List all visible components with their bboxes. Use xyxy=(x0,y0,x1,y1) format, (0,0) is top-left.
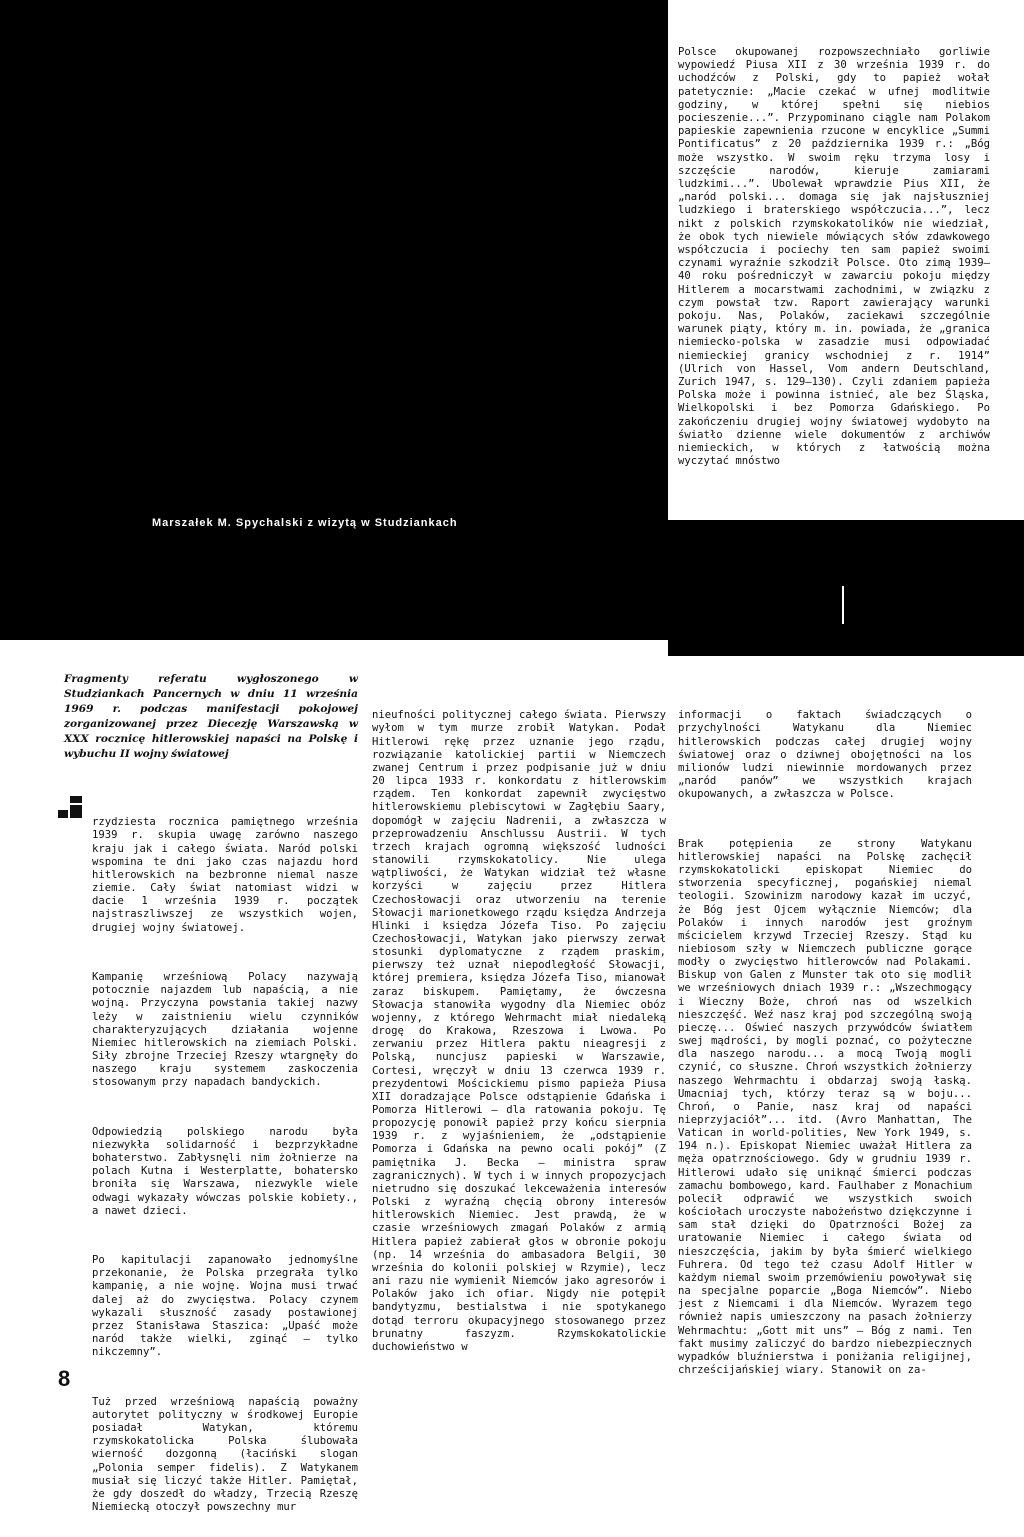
col2-paragraph: nieufności politycznej całego świata. Pierwszy wyłom w tym murze zrobił Watykan. Podał Hitlerowi rękę przez uznanie jego rządu, rozwiązanie katolickiej partii w Niemczech zwanej Centrum i przez podpisanie już w dniu 20 lipca 1933 r. konkordatu z hitlerowskim rządem. Ten konkordat zapewnił zwycięstwo hitlerowskiemu plebiscytowi w Zagłębiu Saary, dopomógł w zajęciu Nadrenii, a zwłaszcza w przeprowadzeniu Anschlussu Austrii. W tych trzech krajach ogromną większość ludności stanowili rzymskokatolicy. Nie ulega wątpliwości, że Watykan widział też własne korzyści w zajęciu przez Hitlera Czechosłowacji oraz utworzeniu na terenie Słowacji marionetkowego rządu księdza Andrzeja Hlinki i księdza Józefa Tiso. Po zajęciu Czechosłowacji, Watykan jako pierwszy zerwał stosunki dyplomatyczne z rządem praskim, pierwszy też uznał niepodległość Słowacji, której premiera, księdza Józefa Tiso, mianował zaraz biskupem. Pamiętamy, że ówczesna Słowacja stanowiła wygodny dla Niemiec obóz wojenny, z którego Wehrmacht miał niedaleką drogę do Krakowa, Rzeszowa i Lwowa. Po zerwaniu przez Hitlera paktu nieagresji z Polską, nuncjusz papieski w Warszawie, Cortesi, wręczył w dniu 13 czerwca 1939 r. prezydentowi Mościckiemu pismo papieża Piusa XII doradzające Polsce odstąpienie Gdańska i Pomorza Hitlerowi — dla ratowania pokoju. Tę propozycję ponowił papież przy końcu sierpnia 1939 r. z wyjaśnieniem, że „odstąpienie Pomorza i Gdańska na pewno ocali pokój” (Z pamiętnika J. Becka — ministra spraw zagranicznych). W tych i w innych propozycjach nietrudno się doszukać lekceważenia interesów Polski z wyraźną chęcią obrony interesów hitlerowskich Niemiec. Jest prawdą, że w czasie wrześniowych zmagań Polaków z armią Hitlera papież zabierał głos w obronie pokoju (np. 14 września do ambasadora Belgii, 30 września do kolonii polskiej w Rzymie), lecz ani razu nie wymienił Niemców jako agresorów i Polaków jako ich ofiar. Nigdy nie potępił bandytyzmu, bestialstwa i nie spotykanego dotąd terroru okupacyjnego stosowanego przez brunatny faszyzm. Rzymskokatolickie duchowieństwo w xyxy=(372,709,673,1353)
intro-italic: Fragmenty referatu wygłoszonego w Studziankach Pancernych w dniu 11 września 1969 r. podczas manifestacji pokojowej zorganizowanej przez Diecezję Warszawską w XXX rocznicę hitlerowskiej napaści na Polskę i wybuchu II wojny światowej xyxy=(64,673,362,760)
column-2 xyxy=(372,683,673,1383)
photo-caption: Marszałek M. Spychalski z wizytą w Studziankach xyxy=(152,517,458,529)
col3-paragraph: Brak potępienia ze strony Watykanu hitlerowskiej napaści na Polskę zachęcił rzymskokatolicki episkopat Niemiec do stworzenia specyficznej, pogańskiej niemal teologii. Szowinizm narodowy kazał im uczyć, że Bóg jest Ojcem wyłącznie Niemców; dla Polaków i innych narodów jest groźnym mścicielem krzywd Trzeciej Rzeszy. Stąd ku niebiosom szły w Niemczech publiczne gorące modły o zwycięstwo hitlerowców nad Polakami. Biskup von Galen z Munster tak oto się modlił we wrześniowych dniach 1939 r.: „Wszechmogący i Wieczny Boże, chroń nas od wszelkich nieszczęść. Weź nasz kraj pod szczególną swoją pieczę... Oświeć naszych przywódców światłem swej mądrości, by mogli poznać, co pożyteczne dla naszego narodu... a mocą Twoją mogli czynić, co słuszne. Chroń wszystkich żołnierzy naszego Wehrmachtu i obdarzaj swoją łaską. Umacniaj tych, którzy teraz są w boju... Chroń, o Panie, nasz kraj od napaści nieprzyjaciół”... itd. (Avro Manhattan, The Vatican in world-polities, New York 1949, s. 194 n.). Episkopat Niemiec uważał Hitlera za męża opatrznościowego. Gdy w grudniu 1939 r. Hitlerowi udało się uniknąć śmierci podczas zamachu bombowego, kard. Faulhaber z Monachium polecił odprawić we wszystkich swoich kościołach uroczyste nabożeństwo dziękczynne i sam stał dzięki do Opatrzności Bożej za uratowanie Niemiec i całego świata od nieszczęścia, jakim by była śmierć wielkiego Fuhrera. Od tego też czasu Adolf Hitler w każdym niemal swoim przemówieniu powoływał się na specjalne poparcie „Boga Niemców”. Niebo jest z Niemcami i dla Niemców. Wyrazem tego również napis umieszczony na pasach żołnierzy Wehrmachtu: „Gott mit uns” — Bóg z nami. Ten fakt musimy zaliczyć do bardzo niebezpiecznych wypadków bluźnierstwa i poniżania religijnej, chrześcijańskiej wiary. Stanowił on za- xyxy=(678,837,979,1376)
top-right-text: Polsce okupowanej rozpowszechniało gorliwie wypowiedź Piusa XII z 30 września 1939 r. do uchodźców z Polski, gdy to papież wołał patetycznie: „Macie czekać w ufnej modlitwie godziny, w której spełni się niebios pocieszenie...”. Przypominano ciągle nam Polakom papieskie zapewnienia rzucone w encyklice „Summi Pontificatus” z 20 października 1939 r.: „Bóg może wszystko. W swoim ręku trzyma losy i szczęście narodów, kieruje zamiarami ludzkimi...”. Ubolewał wprawdzie Pius XII, że „naród polski... domaga się jak najsłuszniej ludzkiego i braterskiego współczucia...”, lecz nikt z polskich rzymskokatolików nie wiedział, że obok tych niewiele mówiących słów zdawkowego współczucia i pociechy ten sam papież swoimi czynami wyraźnie szkodził Polsce. Oto zimą 1939—40 roku pośredniczył w zawarciu pokoju między Hitlerem a mocarstwami zachodnimi, w związku z czym powstał tzw. Raport zawierający warunki pokoju. Nas, Polaków, zaciekawi szczególnie warunek piąty, który m. in. powiada, że „granica niemiecko-polska w zasadzie musi odpowiadać niemieckiej granicy wschodniej z r. 1914” (Ulrich von Hassel, Vom andern Deutschland, Zurich 1947, s. 129—130). Czyli zdaniem papieża Polska może i powinna istnieć, ale bez Śląska, Wielkopolski i bez Pomorza Gdańskiego. Po zakończeniu drugiej wojny światowej wydobyto na światło dzienne wiele dokumentów z archiwów niemieckich, w których z łatwością można wyczytać mnóstwo xyxy=(678,46,997,468)
column-1 xyxy=(64,790,365,1513)
photo xyxy=(0,0,668,640)
dark-photo-strip xyxy=(668,520,1024,656)
col3-paragraph: informacji o faktach świadczących o przychylności Watykanu dla Niemiec hitlerowskich podczas całej drugiej wojny światowej oraz o dziwnej obojętności na los milionów ludzi niewinnie mordowanych przez „naród panów” we wszystkich krajach okupowanych, a zwłaszcza w Polsce. xyxy=(678,709,979,801)
vertical-mark xyxy=(842,586,844,624)
column-3 xyxy=(678,683,979,1383)
col1-paragraph: rzydziesta rocznica pamiętnego września 1939 r. skupia uwagę zarówno naszego kraju jak i całego świata. Naród polski wspomina te dni jako czas najazdu hord hitlerowskich na bezbronne niemal nasze ziemie. Cały świat natomiast widzi w dacie 1 września 1939 r. początek najstraszliwszej ze wszystkich wojen, drugiej wojny światowej. xyxy=(92,816,365,934)
col1-paragraph: Tuż przed wrześniową napaścią poważny autorytet polityczny w środkowej Europie posiadał Watykan, któremu rzymskokatolicka Polska ślubowała wierność dozgonną (łaciński slogan „Polonia semper fidelis). Z Watykanem musiał się liczyć także Hitler. Pamiętał, że gdy doszedł do władzy, Trzecią Rzeszę Niemiecką otoczył powszechny mur xyxy=(92,1395,365,1513)
col1-paragraph: Kampanię wrześniową Polacy nazywają potocznie najazdem lub napaścią, a nie wojną. Przyczyna powstania takiej nazwy leży w zaistnieniu wielu czynników charakteryzujących działania wojenne Niemiec hitlerowskich na ziemiach Polski. Siły zbrojne Trzeciej Rzeszy wtargnęły do naszego kraju systemem zaskoczenia stosowanym przy napadach bandyckich. xyxy=(92,971,365,1089)
page-number: 8 xyxy=(58,1366,71,1391)
col1-paragraph: Po kapitulacji zapanowało jednomyślne przekonanie, że Polska przegrała tylko kampanię, a nie wojnę. Wojna musi trwać dalej aż do zwycięstwa. Polacy czynem wykazali słuszność zasady postawionej przez Stanisława Staszica: „Upaść może naród także wielki, zginąć — tylko nikczemny”. xyxy=(92,1254,365,1359)
col1-paragraph: Odpowiedzią polskiego narodu była niezwykła solidarność i bezprzykładne bohaterstwo. Zabłysnęli nim żołnierze na polach Kutna i Westerplatte, bohatersko broniła się Warszawa, niezwykle wiele odwagi wykazały wówczas polskie kobiety., a nawet dzieci. xyxy=(92,1125,365,1217)
